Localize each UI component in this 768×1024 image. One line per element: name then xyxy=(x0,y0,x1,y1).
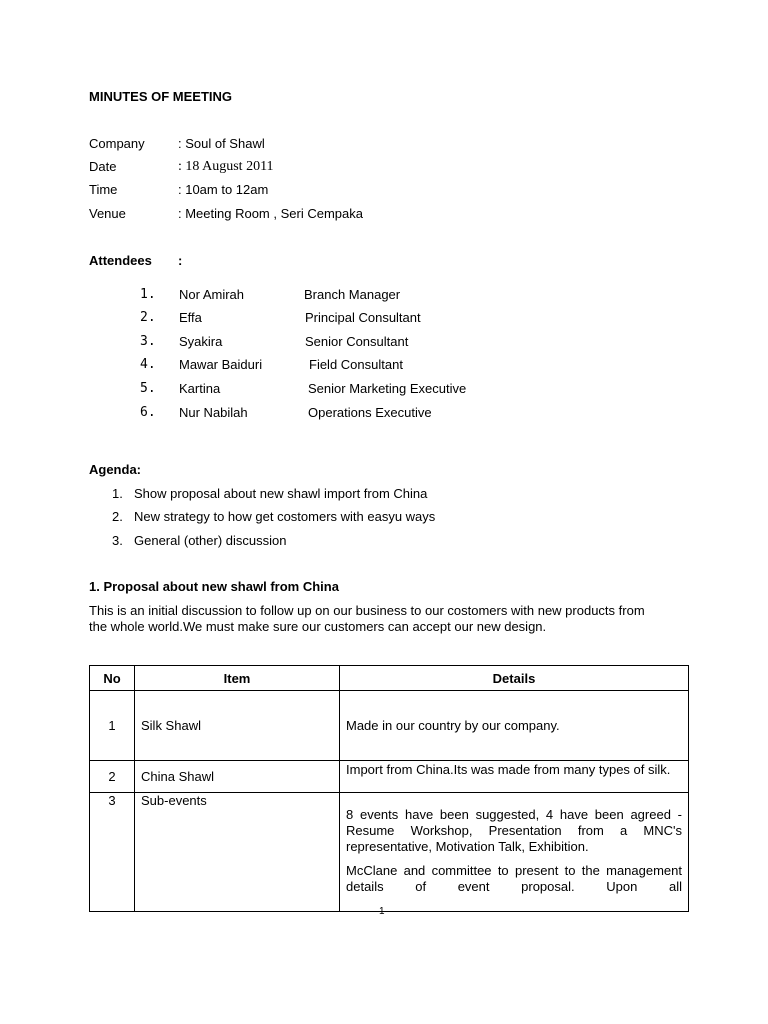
row-item: Silk Shawl xyxy=(135,691,340,761)
row-details-paragraph: McClane and committee to present to the management details of event proposal. Upon all xyxy=(346,863,682,894)
row-details: Made in our country by our company. xyxy=(340,691,689,761)
section-paragraph-line: the whole world.We must make sure our customers can accept our new design. xyxy=(89,619,547,634)
attendee-number: 3. xyxy=(140,334,156,349)
info-label-time: Time xyxy=(89,182,118,197)
page-number: 1 xyxy=(379,906,385,917)
attendee-number: 4. xyxy=(140,357,156,372)
attendees-colon: : xyxy=(178,253,183,268)
table-row xyxy=(90,761,689,793)
attendee-role: Branch Manager xyxy=(304,287,401,302)
table-row xyxy=(90,793,689,912)
row-details-paragraph: 8 events have been suggested, 4 have been agreed - Resume Workshop, Presentation from a MNC's representative, Motivation Talk, Exhibition. xyxy=(346,807,682,854)
info-label-company: Company xyxy=(89,136,145,151)
info-value-venue: : Meeting Room , Seri Cempaka xyxy=(178,206,363,221)
attendee-role: Senior Marketing Executive xyxy=(308,381,467,396)
agenda-item-number: 2. xyxy=(112,509,123,524)
section-heading: 1. Proposal about new shawl from China xyxy=(89,579,339,594)
section-paragraph-line: This is an initial discussion to follow up on our business to our costomers with new products from xyxy=(89,603,645,618)
agenda-item-text: General (other) discussion xyxy=(134,533,287,548)
attendee-name: Syakira xyxy=(179,334,223,349)
table-row xyxy=(90,691,689,761)
agenda-heading: Agenda: xyxy=(89,462,141,477)
attendee-role: Principal Consultant xyxy=(305,310,421,325)
attendee-number: 6. xyxy=(140,405,156,420)
row-number: 2 xyxy=(90,761,135,793)
header-no: No xyxy=(90,666,135,691)
attendee-name: Kartina xyxy=(179,381,221,396)
agenda-item-number: 3. xyxy=(112,533,123,548)
row-item: China Shawl xyxy=(135,761,340,793)
info-value-company: : Soul of Shawl xyxy=(178,136,265,151)
document-title: MINUTES OF MEETING xyxy=(89,89,232,104)
row-item: Sub-events xyxy=(135,793,340,912)
agenda-item-number: 1. xyxy=(112,486,123,501)
attendee-role: Field Consultant xyxy=(309,357,403,372)
agenda-item-text: New strategy to how get costomers with easyu ways xyxy=(134,509,436,524)
row-details xyxy=(340,793,689,912)
info-label-venue: Venue xyxy=(89,206,126,221)
header-details: Details xyxy=(340,666,689,691)
row-number: 1 xyxy=(90,691,135,761)
attendee-role: Senior Consultant xyxy=(305,334,409,349)
attendees-heading: Attendees xyxy=(89,253,152,268)
header-item: Item xyxy=(135,666,340,691)
row-number: 3 xyxy=(90,793,135,912)
attendee-number: 1. xyxy=(140,287,156,302)
attendee-name: Nor Amirah xyxy=(179,287,245,302)
attendee-number: 2. xyxy=(140,310,156,325)
info-value-date: : 18 August 2011 xyxy=(178,159,274,174)
attendee-name: Nur Nabilah xyxy=(179,405,248,420)
attendee-number: 5. xyxy=(140,381,156,396)
attendee-name: Mawar Baiduri xyxy=(179,357,263,372)
attendee-role: Operations Executive xyxy=(308,405,432,420)
info-label-date: Date xyxy=(89,159,117,174)
items-table xyxy=(89,665,689,912)
attendee-name: Effa xyxy=(179,310,202,325)
table-header-row xyxy=(90,666,689,691)
info-value-time: : 10am to 12am xyxy=(178,182,269,197)
row-details: Import from China.Its was made from many types of silk. xyxy=(340,761,689,793)
agenda-item-text: Show proposal about new shawl import from China xyxy=(134,486,428,501)
